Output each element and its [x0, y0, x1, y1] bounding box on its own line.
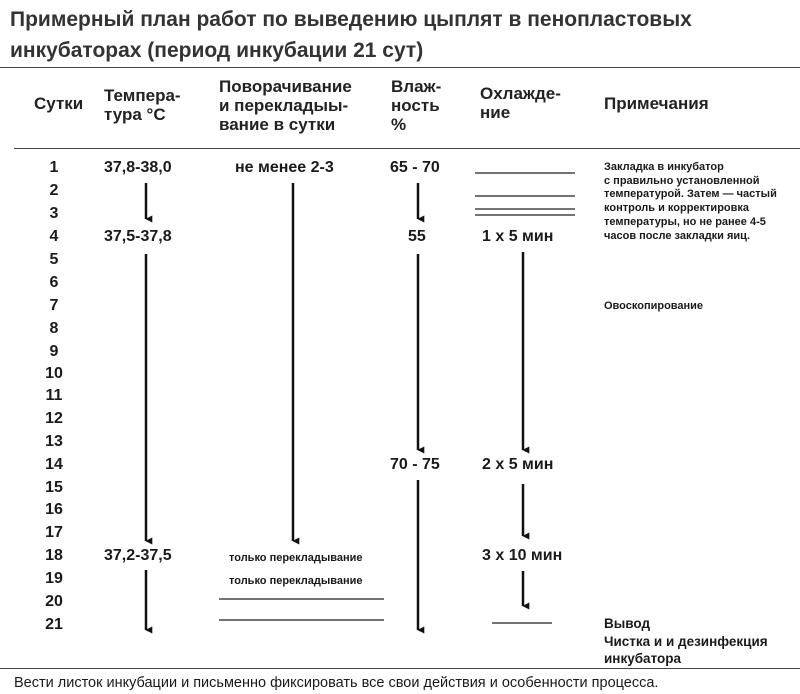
header-turning-line: и перекладыы- [219, 96, 349, 115]
note-setting-line: Закладка в инкубатор [604, 161, 724, 173]
note-candling: Овоскопирование [604, 300, 704, 312]
day-number: 6 [49, 274, 59, 291]
header-notes: Примечания [604, 94, 709, 113]
humidity-day14: 70 - 75 [390, 456, 440, 473]
header-temperature-line: Темпера- [104, 86, 181, 105]
note-clean-line: инкубатора [604, 651, 681, 666]
temperature-day1: 37,8-38,0 [104, 159, 172, 176]
header-cooling-line: Охлажде- [480, 84, 561, 103]
note-clean-line: Чистка и и дезинфекция [604, 633, 768, 649]
turning-day1: не менее 2-3 [235, 159, 334, 176]
temperature-day4: 37,5-37,8 [104, 228, 172, 245]
day-number: 14 [45, 456, 63, 473]
note-setting-line: контроль и корректировка [604, 202, 750, 215]
day-number: 17 [45, 524, 63, 541]
day-number: 9 [49, 343, 59, 360]
day-number: 16 [45, 501, 63, 518]
turning-day19: только перекладывание [229, 575, 363, 587]
note-setting-line: часов после закладки яиц. [604, 229, 751, 242]
turning-day18: только перекладывание [229, 552, 363, 564]
header-humidity-line: ность [391, 96, 440, 115]
header-cooling-line: ние [480, 103, 511, 122]
cooling-day14: 2 х 5 мин [482, 456, 554, 473]
note-setting-line: температуры, но не ранее 4-5 [604, 215, 766, 228]
page-title: Примерный план работ по выведению цыплят в пенопластовых инкубаторах (период инкубации 21 сут) [10, 8, 692, 62]
header-turning-line: вание в сутки [219, 115, 336, 134]
cooling-day18: 3 х 10 мин [482, 547, 563, 564]
cooling-day4: 1 х 5 мин [482, 228, 554, 245]
day-number: 13 [45, 433, 63, 450]
humidity-day1: 65 - 70 [390, 159, 440, 176]
day-number: 20 [45, 593, 63, 610]
day-number: 19 [45, 570, 63, 587]
day-number: 1 [49, 159, 59, 176]
header-temperature-line: тура °С [104, 105, 166, 124]
header-day: Сутки [34, 94, 84, 113]
day-number: 21 [45, 616, 63, 633]
day-number: 2 [49, 182, 59, 199]
day-number: 18 [45, 547, 63, 564]
day-number: 11 [45, 387, 63, 404]
humidity-day4: 55 [408, 228, 426, 245]
header-humidity-line: Влаж- [391, 77, 442, 96]
day-number: 10 [45, 365, 63, 382]
note-setting-line: с правильно установленной [604, 174, 760, 187]
header-humidity-line: % [391, 115, 407, 134]
day-number: 5 [49, 251, 59, 268]
note-hatch-line: Вывод [604, 616, 651, 631]
header-turning-line: Поворачивание [219, 77, 352, 96]
day-number: 12 [45, 410, 63, 427]
day-number: 4 [49, 228, 59, 245]
note-setting-line: температурой. Затем — частый [604, 188, 777, 201]
day-number: 7 [49, 297, 59, 314]
footer-instruction: Вести листок инкубации и письменно фиксировать все свои действия и особенности процесса. [14, 675, 659, 691]
day-number: 8 [49, 320, 59, 337]
day-number: 3 [49, 205, 59, 222]
temperature-day18: 37,2-37,5 [104, 547, 172, 564]
day-number: 15 [45, 479, 63, 496]
